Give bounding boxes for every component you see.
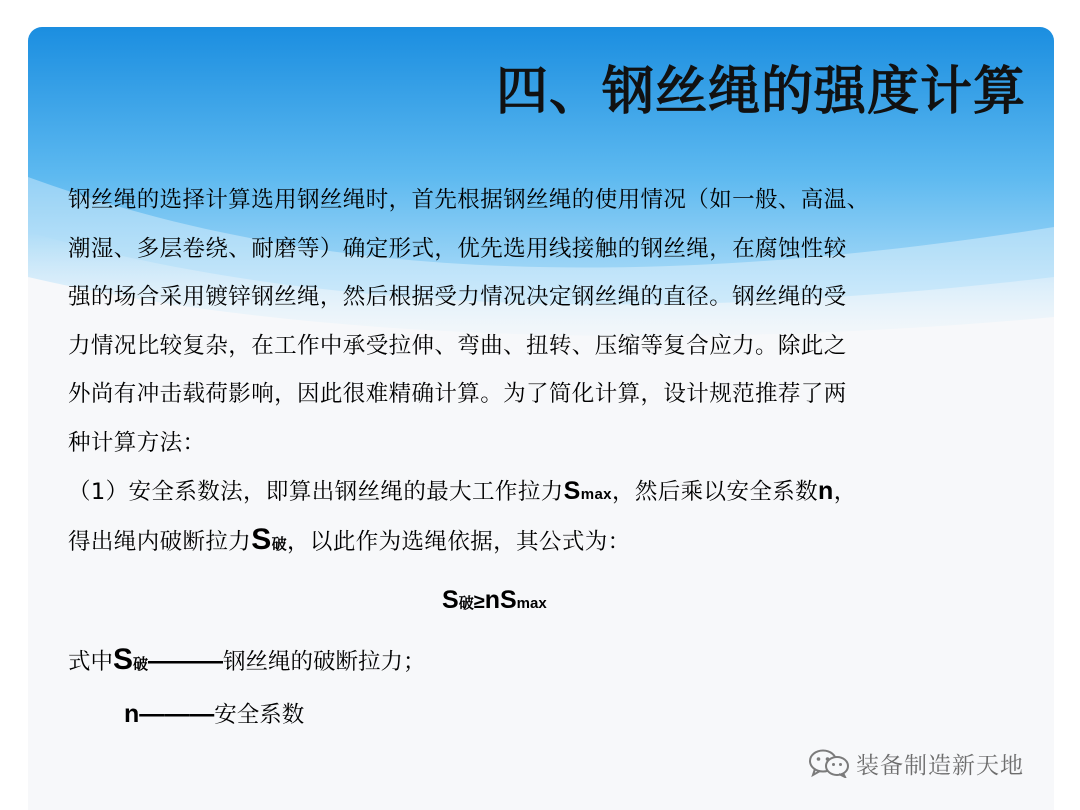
spo-symbol: S: [251, 522, 272, 556]
definition-prefix: 式中: [68, 649, 114, 675]
definition-dash: ———: [148, 647, 224, 675]
method1-text: ，然后乘以安全系数: [611, 479, 819, 505]
strength-formula: [442, 586, 547, 615]
smax-subscript: max: [580, 486, 612, 503]
paragraph-line: 强的场合采用镀锌钢丝绳，然后根据受力情况决定钢丝绳的直径。钢丝绳的受: [68, 284, 847, 310]
formula-s-symbol: S: [442, 586, 459, 614]
paragraph-line: 种计算方法：: [68, 429, 206, 456]
slide-title: 四、钢丝绳的强度计算: [495, 62, 1026, 122]
formula-n-symbol: n: [484, 586, 500, 614]
watermark: [808, 748, 1024, 778]
formula-subscript: 破: [458, 595, 474, 612]
smax-symbol: S: [563, 477, 581, 505]
formula-s-symbol: S: [499, 586, 517, 614]
method1-text: ，以此作为选绳依据，其公式为：: [287, 528, 631, 555]
definition-n-symbol: n: [124, 700, 140, 728]
method1-text: 得出绳内破断拉力: [68, 528, 252, 555]
definition-text: 钢丝绳的破断拉力；: [223, 649, 426, 675]
spo-subscript: 破: [271, 535, 288, 553]
method1-text: ，: [833, 479, 857, 505]
paragraph-line: 外尚有冲击载荷影响，因此很难精确计算。为了简化计算，设计规范推荐了两: [68, 381, 847, 407]
definition-safety-factor: [124, 697, 304, 729]
definition-breaking-force: [68, 643, 426, 677]
definition-s-symbol: S: [113, 643, 134, 676]
body-paragraph: [68, 176, 1023, 564]
paragraph-line: 钢丝绳的选择计算选用钢丝绳时，首先根据钢丝绳的使用情况（如一般、高温、: [68, 187, 870, 213]
definition-text: 安全系数: [214, 702, 305, 728]
method1-line1: [68, 467, 1023, 516]
definition-subscript: 破: [133, 656, 149, 673]
definition-dash: ———: [139, 700, 215, 728]
method1-line2: [68, 516, 1023, 565]
method1-text: （1）安全系数法，即算出钢丝绳的最大工作拉力: [68, 479, 564, 505]
paragraph-line: 力情况比较复杂，在工作中承受拉伸、弯曲、扭转、压缩等复合应力。除此之: [68, 332, 847, 359]
formula-operator: ≥: [473, 591, 485, 613]
paragraph-line: 潮湿、多层卷绕、耐磨等）确定形式，优先选用线接触的钢丝绳，在腐蚀性较: [68, 235, 847, 262]
n-symbol: n: [818, 477, 834, 505]
watermark-text: 装备制造新天地: [856, 752, 1024, 779]
formula-subscript: max: [516, 595, 547, 612]
wechat-icon: [808, 748, 850, 778]
